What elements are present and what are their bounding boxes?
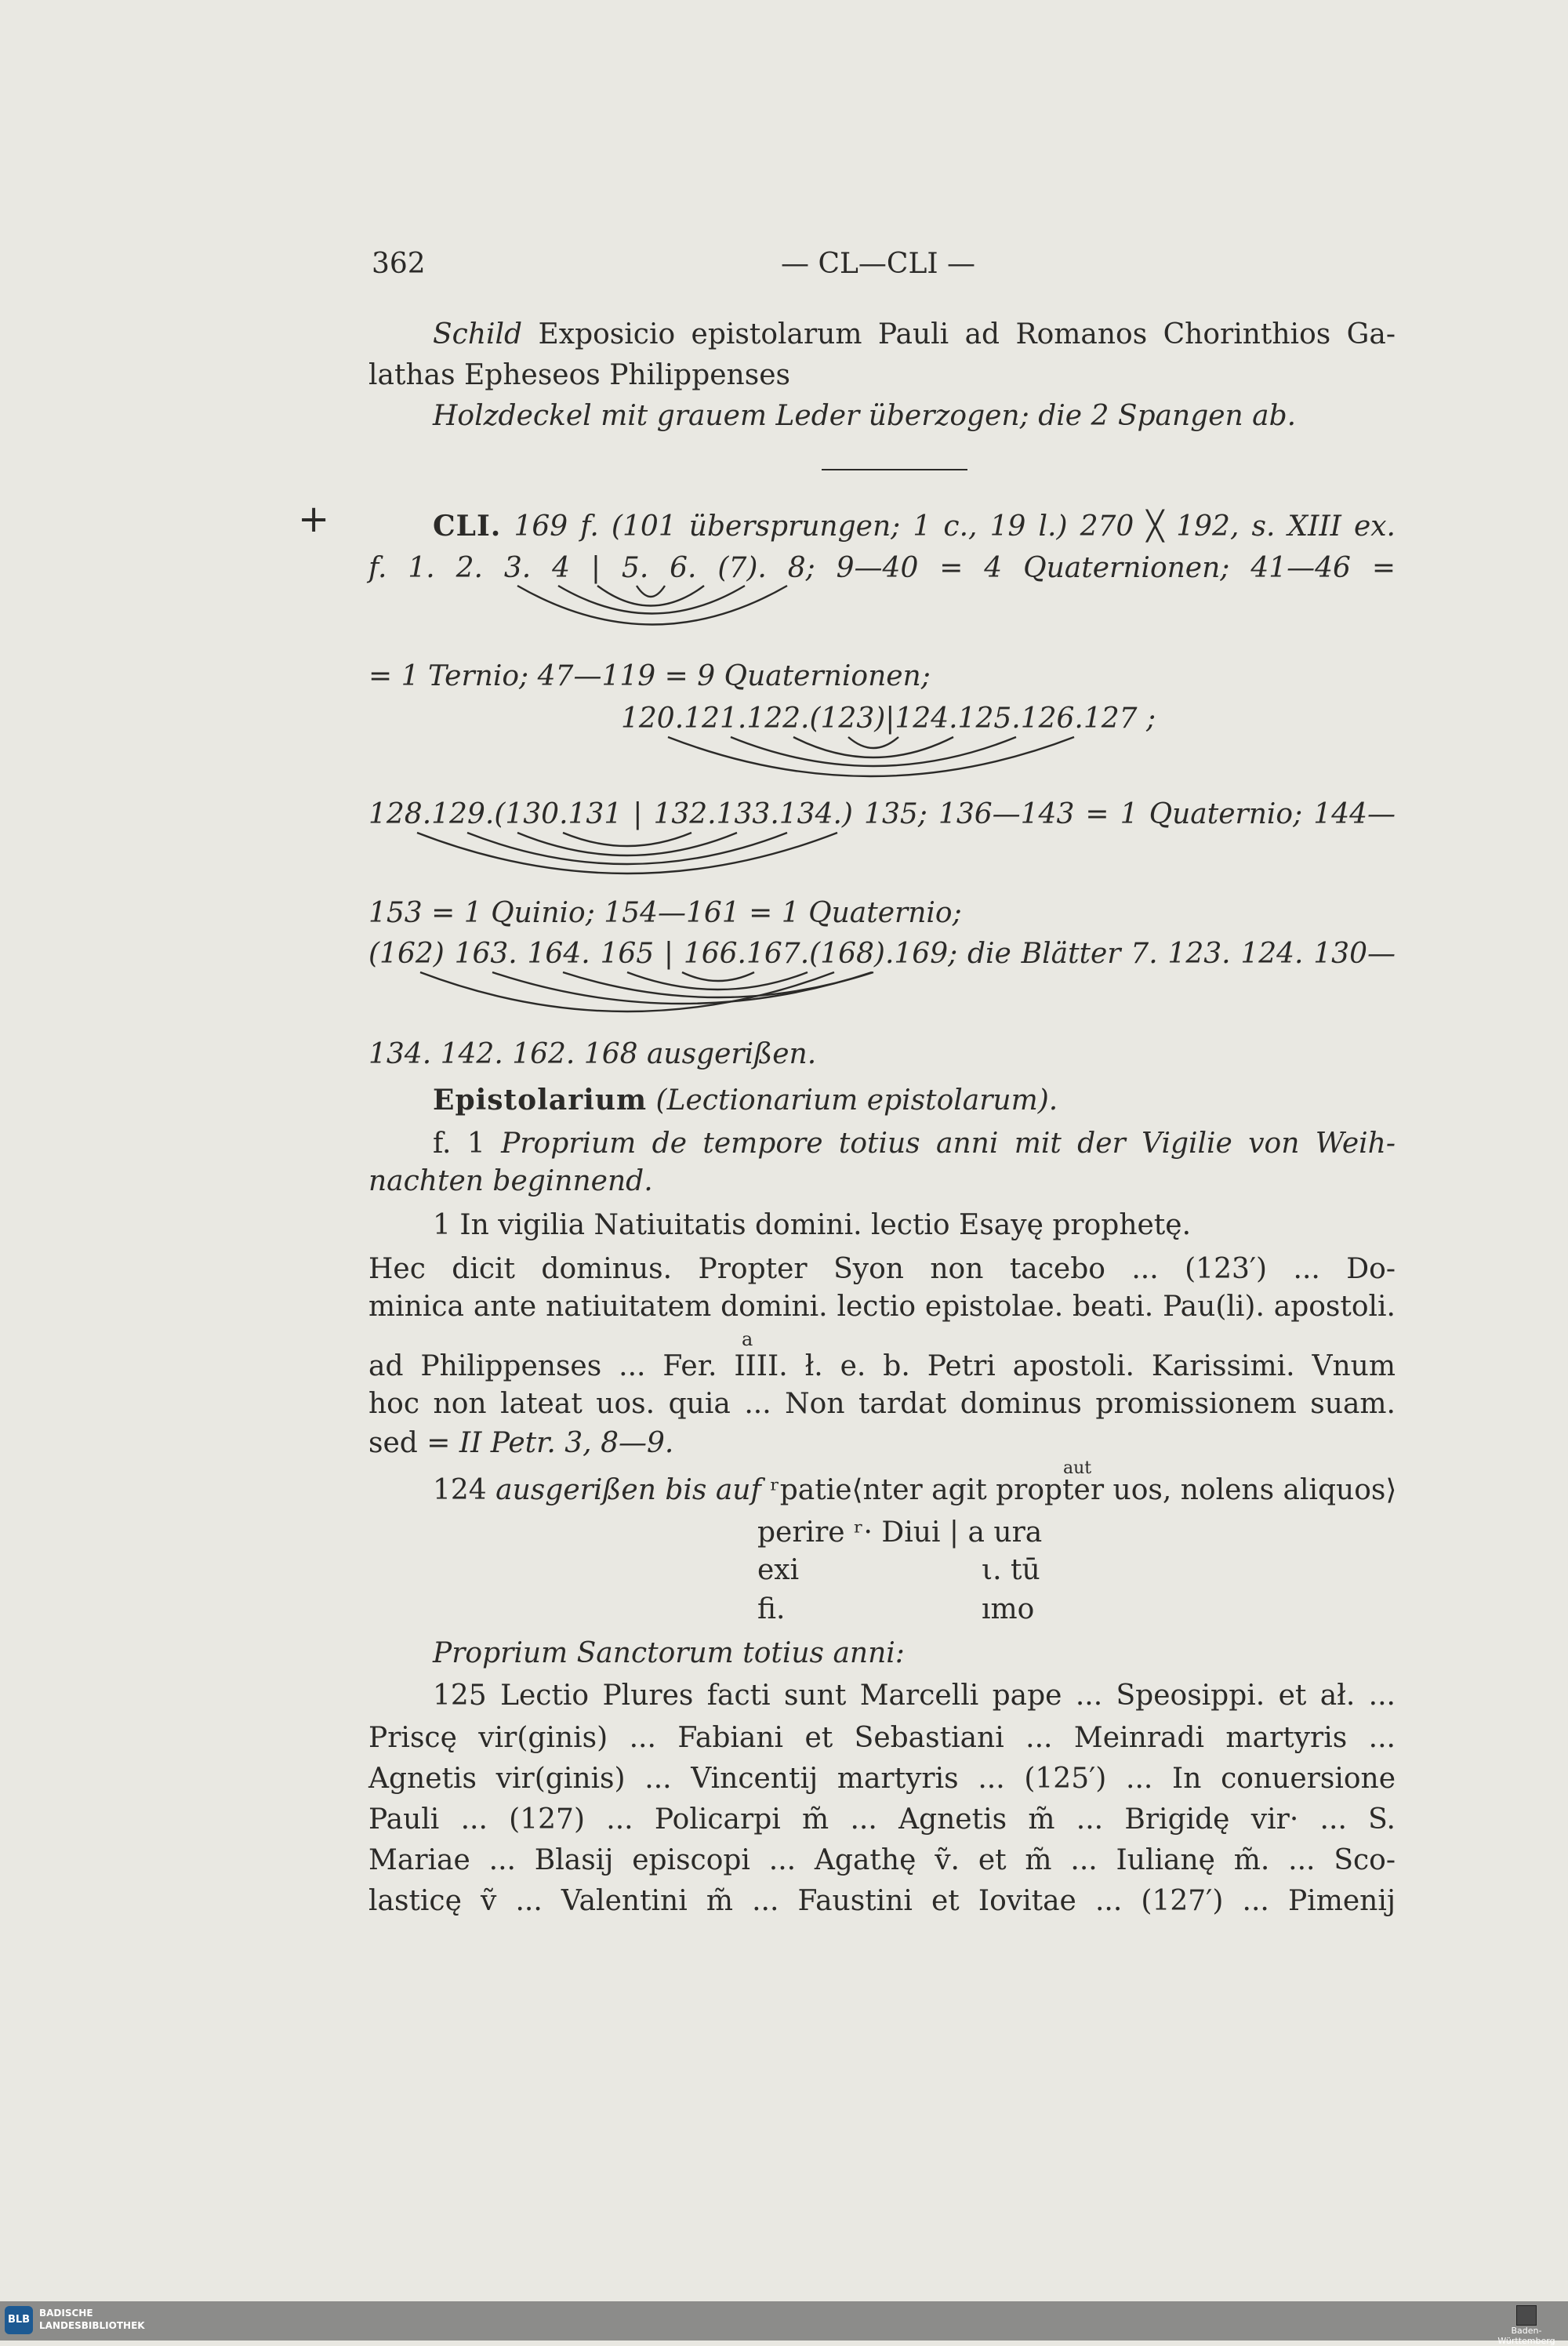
quire-arc [731, 737, 1016, 766]
library-name[interactable] [39, 2307, 145, 2332]
viewer-footer-bar [0, 2301, 1568, 2341]
text-line-3: ad Philippenses ... Fer. IIII. ł. e. b. Petri apostoli. Karissimi. Vnum [368, 1350, 1396, 1382]
folio-124-number: 124 [433, 1474, 487, 1506]
epistolarium-subtitle: (Lectionarium epistolarum). [647, 1084, 1058, 1117]
text-line-1: Hec dicit dominus. Propter Syon non tacebo ... (123′) ... Do- [368, 1253, 1396, 1285]
cli-collation-1: f. 1. 2. 3. 4 | 5. 6. (7). 8; 9—40 = 4 Quaternionen; 41—46 = [368, 552, 1396, 584]
f1-note [433, 1126, 1396, 1162]
superscript-a: a [742, 1328, 753, 1350]
sanctorum-line-1: 125 Lectio Plures facti sunt Marcelli pape ... Speosippi. et ał. ... [433, 1680, 1396, 1712]
epistolarium-heading [433, 1082, 1396, 1119]
cli-description: 169 f. (101 übersprungen; 1 c., 19 l.) 270 ╳ 192, s. XIII ex. [514, 510, 1396, 543]
cli-collation-6: (162) 163. 164. 165 | 166.167.(168).169; die Blätter 7. 123. 124. 130— [368, 938, 1396, 970]
cli-collation-4: 128.129.(130.131 | 132.133.134.) 135; 136—143 = 1 Quaternio; 144— [368, 798, 1396, 830]
folio-124-italic: ausgerißen bis auf [486, 1474, 761, 1506]
state-label: Baden-Württemberg [1497, 2326, 1555, 2346]
fragment-row-3-col-2: ımo [982, 1593, 1035, 1625]
quire-arc [517, 586, 787, 625]
quire-arc [793, 737, 953, 757]
fragment-row-2-col-2: ι. tū [982, 1554, 1040, 1586]
quire-arc [492, 972, 872, 1004]
quire-arc [563, 833, 691, 846]
sanctorum-line-2: Priscę vir(ginis) ... Fabiani et Sebastiani ... Meinradi martyris ... [368, 1722, 1396, 1754]
quire-arc [417, 833, 837, 873]
cli-heading [433, 508, 1396, 545]
f1-folio: f. 1 [433, 1128, 485, 1160]
cl-line-2: lathas Epheseos Philippenses [368, 359, 790, 391]
cl-line-1 [433, 317, 1396, 353]
quire-arc [627, 972, 808, 990]
text-line-2: minica ante natiuitatem domini. lectio epistolae. beati. Pau(li). apostoli. [368, 1291, 1396, 1323]
epistolarium-label: Epistolarium [433, 1084, 648, 1117]
cli-collation-5: 153 = 1 Quinio; 154—161 = 1 Quaternio; [368, 897, 962, 929]
page-number: 362 [372, 248, 426, 280]
sanctorum-line-4: Pauli ... (127) ... Policarpi m̃ ... Agnetis m̃ ... Brigidę vir· ... S. [368, 1803, 1396, 1836]
cl-line-1-text: Exposicio epistolarum Pauli ad Romanos Chorinthios Ga- [522, 318, 1396, 350]
f1-note-cont: nachten beginnend. [368, 1165, 653, 1197]
library-name-line-1: BADISCHE [39, 2308, 93, 2319]
folio-124-fragment: ʳpatie⟨nter agit propter uos, nolens aliquos⟩ [760, 1474, 1397, 1506]
cl-binding-note: Holzdeckel mit grauem Leder überzogen; die 2 Spangen ab. [433, 400, 1297, 432]
sanctorum-line-5: Mariae ... Blasij episcopi ... Agathę ṽ. et m̃ ... Iulianę m̃. ... Sco- [368, 1844, 1396, 1876]
text-line-5 [368, 1425, 1396, 1462]
cli-collation-3: 120.121.122.(123)|124.125.126.127 ; [621, 703, 1156, 735]
section-divider [822, 469, 967, 470]
state-crest-icon [1516, 2305, 1537, 2326]
quire-arc [682, 972, 754, 981]
scripture-reference: II Petr. 3, 8—9. [459, 1427, 674, 1459]
quire-arc [467, 833, 787, 864]
lection-1-rubric: 1 In vigilia Natiuitatis domini. lectio Esayę prophetę. [433, 1209, 1192, 1241]
plus-marker: + [298, 497, 330, 541]
running-title: — CL—CLI — [781, 248, 976, 280]
quire-arc [637, 586, 665, 597]
sanctorum-line-3: Agnetis vir(ginis) ... Vincentij martyris ... (125′) ... In conuersione [368, 1763, 1396, 1795]
quire-arc [420, 972, 834, 1011]
fragment-row-2-col-1: exi [757, 1554, 800, 1586]
text-line-4: hoc non lateat uos. quia ... Non tardat dominus promissionem suam. [368, 1388, 1396, 1420]
superscript-aut: aut [1063, 1458, 1092, 1478]
sanctorum-line-6: lasticę ṽ ... Valentini m̃ ... Faustini et Iovitae ... (127′) ... Pimenij [368, 1885, 1396, 1917]
quire-arc [563, 972, 873, 997]
cli-collation-7: 134. 142. 162. 168 ausgerißen. [368, 1038, 817, 1070]
quire-arc [848, 737, 898, 748]
quire-arc [517, 833, 737, 855]
text-line-5-a: sed = [368, 1427, 459, 1459]
quire-arc [558, 586, 745, 614]
f1-note-text: Proprium de tempore totius anni mit der Vigilie von Weih- [485, 1128, 1396, 1160]
blb-logo[interactable]: BLB [5, 2306, 33, 2334]
baden-wuerttemberg-logo[interactable] [1490, 2305, 1563, 2346]
fragment-row-3-col-1: fi. [757, 1593, 786, 1625]
fragment-row-1: perire ʳ· Diui | a ura [757, 1516, 1043, 1549]
quire-arc [597, 586, 704, 606]
proprium-sanctorum-heading: Proprium Sanctorum totius anni: [433, 1637, 905, 1669]
cli-label: CLI. [433, 510, 502, 543]
library-name-line-2: LANDESBIBLIOTHEK [39, 2320, 145, 2331]
cli-collation-2: = 1 Ternio; 47—119 = 9 Quaternionen; [368, 660, 931, 692]
folio-124-note [433, 1473, 1396, 1509]
cl-schild: Schild [433, 318, 523, 350]
quire-arc [668, 737, 1074, 776]
